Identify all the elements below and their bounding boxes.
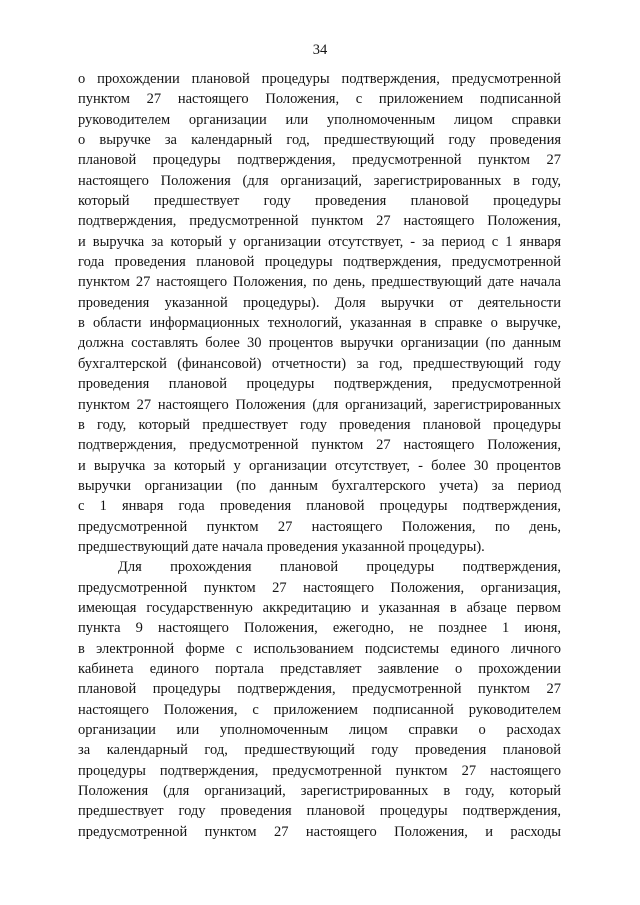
text-line: настоящего Положения, с приложением подписанной руководителем xyxy=(78,701,561,718)
text-line: предусмотренной пунктом 27 настоящего Положения, организация, xyxy=(78,579,561,596)
text-line: в году, который предшествует году проведения плановой процедуры xyxy=(78,416,561,433)
text-line: который предшествует году проведения плановой процедуры xyxy=(78,193,561,210)
text-line: пунктом 27 настоящего Положения, с приложением подписанной xyxy=(78,91,561,108)
text-line: пунктом 27 настоящего Положения (для организаций, зарегистрированных xyxy=(78,396,561,413)
text-line: и выручка за который у организации отсутствует, - за период с 1 января xyxy=(78,233,561,250)
text-line: предшествующий дате начала проведения указанной процедуры). xyxy=(78,538,485,555)
text-line: процедуры подтверждения, предусмотренной пунктом 27 настоящего xyxy=(78,762,561,779)
text-line: руководителем организации или уполномоченным лицом справки xyxy=(78,111,561,128)
text-line: проведения плановой процедуры подтверждения, предусмотренной xyxy=(78,376,561,393)
text-line: с 1 января года проведения плановой процедуры подтверждения, xyxy=(78,498,561,515)
text-line: подтверждения, предусмотренной пунктом 27 настоящего Положения, xyxy=(78,213,561,230)
text-line: имеющая государственную аккредитацию и указанная в абзаце первом xyxy=(78,599,561,616)
text-line: пунктом 27 настоящего Положения, по день, предшествующий дате начала xyxy=(78,274,561,291)
text-line: настоящего Положения (для организаций, зарегистрированных в году, xyxy=(78,172,561,189)
text-line: должна составлять более 30 процентов выручки организации (по данным xyxy=(78,335,561,352)
text-line: Для прохождения плановой процедуры подтверждения, xyxy=(118,559,561,576)
text-line: о выручке за календарный год, предшествующий году проведения xyxy=(78,132,561,149)
body-text xyxy=(78,69,561,842)
text-line: года проведения плановой процедуры подтверждения, предусмотренной xyxy=(78,254,561,271)
text-line: предусмотренной пунктом 27 настоящего Положения, по день, xyxy=(78,518,561,535)
text-line: Положения (для организаций, зарегистрированных в году, который xyxy=(78,783,561,800)
text-line: бухгалтерской (финансовой) отчетности) за год, предшествующий году xyxy=(78,355,561,372)
text-line: подтверждения, предусмотренной пунктом 27 настоящего Положения, xyxy=(78,437,561,454)
text-line: о прохождении плановой процедуры подтверждения, предусмотренной xyxy=(78,71,561,87)
text-line: предусмотренной пунктом 27 настоящего Положения, и расходы xyxy=(78,823,561,840)
text-line: организации или уполномоченным лицом справки о расходах xyxy=(78,722,561,738)
text-line: предшествует году проведения плановой процедуры подтверждения, xyxy=(78,803,561,820)
text-line: выручки организации (по данным бухгалтерского учета) за период xyxy=(78,477,561,494)
text-line: кабинета единого портала представляет заявление о прохождении xyxy=(78,660,561,677)
text-line: проведения указанной процедуры). Доля выручки от деятельности xyxy=(78,294,561,311)
text-line: и выручка за который у организации отсутствует, - более 30 процентов xyxy=(78,457,561,474)
text-line: в электронной форме с использованием подсистемы единого личного xyxy=(78,640,561,657)
text-line: в области информационных технологий, указанная в справке о выручке, xyxy=(78,315,561,332)
text-line: плановой процедуры подтверждения, предусмотренной пунктом 27 xyxy=(78,152,561,169)
text-line: пункта 9 настоящего Положения, ежегодно, не позднее 1 июня, xyxy=(78,620,561,637)
text-line: за календарный год, предшествующий году проведения плановой xyxy=(78,742,561,759)
page-number: 34 xyxy=(312,42,328,58)
text-line: плановой процедуры подтверждения, предусмотренной пунктом 27 xyxy=(78,681,561,698)
